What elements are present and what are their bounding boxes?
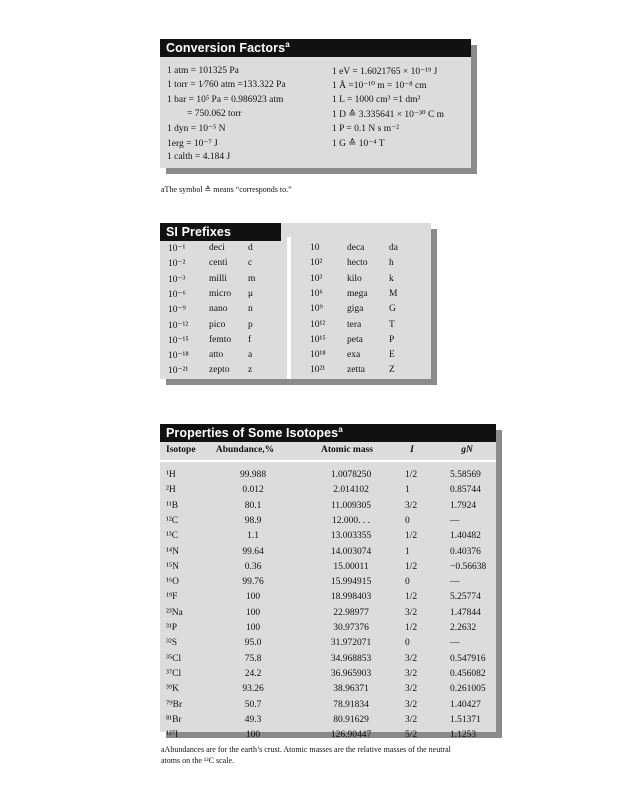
conversion-left-line: 1 dyn = 10⁻⁵ N xyxy=(167,124,226,135)
si-symbol: d xyxy=(248,243,253,253)
isotope-abundance: 49.3 xyxy=(244,714,262,725)
header-spin: I xyxy=(410,445,414,455)
si-prefix-name: peta xyxy=(347,334,363,345)
isotope-spin: 1/2 xyxy=(405,592,418,603)
isotopes-title-text: Properties of Some Isotopes xyxy=(166,426,339,440)
si-symbol: n xyxy=(248,304,253,315)
isotopes-header-rule xyxy=(160,460,496,462)
isotope-symbol: ²H xyxy=(166,485,176,496)
isotope-atomic-mass: 12.000. . . xyxy=(332,515,370,526)
isotopes-title xyxy=(160,424,496,442)
isotope-g-factor: 0.456082 xyxy=(450,668,486,679)
si-power: 10⁻¹⁸ xyxy=(168,351,189,362)
si-symbol: G xyxy=(389,304,396,315)
conversion-right-line: 1 D ≙ 3.335641 × 10⁻³⁰ C m xyxy=(332,109,445,120)
si-symbol: T xyxy=(389,319,395,330)
si-power: 10⁻¹² xyxy=(168,320,189,331)
conversion-left-line: = 750.062 torr xyxy=(187,108,242,119)
isotope-atomic-mass: 38.96371 xyxy=(333,684,369,695)
isotope-abundance: 99.64 xyxy=(242,546,264,557)
isotope-spin: 1/2 xyxy=(405,623,418,633)
si-symbol: f xyxy=(248,334,252,345)
isotope-abundance: 95.0 xyxy=(244,638,262,649)
isotope-symbol: ¹⁵N xyxy=(166,561,180,572)
isotope-symbol: ¹⁶O xyxy=(166,577,180,588)
conversion-title-text: Conversion Factors xyxy=(166,41,286,55)
isotope-atomic-mass: 15.00011 xyxy=(333,561,369,572)
isotope-spin: 1/2 xyxy=(405,531,418,542)
isotope-spin: 3/2 xyxy=(405,653,418,664)
isotope-spin: 3/2 xyxy=(405,684,418,695)
isotope-symbol: ⁸¹Br xyxy=(166,714,182,725)
isotope-g-factor: 5.58569 xyxy=(450,470,481,480)
si-prefix-name: centi xyxy=(209,258,228,269)
isotope-atomic-mass: 36.965903 xyxy=(330,668,372,679)
isotopes-footnote-line1: aAbundances are for the earth’s crust. Atomic masses are the relative masses of the neutral xyxy=(161,745,451,754)
conversion-factors-title xyxy=(160,39,471,57)
isotope-atomic-mass: 2.014102 xyxy=(333,485,369,496)
isotopes-footnote-line2: atoms on the ¹²C scale. xyxy=(161,756,235,765)
si-power: 10³ xyxy=(310,273,323,284)
si-power: 10⁻¹⁵ xyxy=(168,335,189,346)
header-g-factor: gN xyxy=(461,445,473,455)
si-prefix-name: mega xyxy=(347,288,368,299)
si-power: 10⁶ xyxy=(310,288,323,299)
isotope-atomic-mass: 18.998403 xyxy=(330,592,372,603)
isotope-g-factor: — xyxy=(450,638,460,649)
isotope-atomic-mass: 13.003355 xyxy=(330,531,372,542)
isotope-g-factor: 2.2632 xyxy=(450,623,477,633)
si-symbol: da xyxy=(389,243,398,253)
header-abundance: Abundance,% xyxy=(215,445,275,455)
si-symbol: c xyxy=(248,258,253,269)
isotope-g-factor: 5.25774 xyxy=(450,592,481,603)
si-symbol: E xyxy=(389,350,395,361)
header-isotope: Isotope xyxy=(166,445,196,455)
isotope-symbol: ¹⁹F xyxy=(166,592,178,603)
isotope-abundance: 24.2 xyxy=(244,668,262,679)
isotope-symbol: ¹⁴N xyxy=(166,546,180,557)
isotope-spin: 1/2 xyxy=(405,561,418,572)
si-prefix-name: tera xyxy=(347,319,362,330)
si-symbol: z xyxy=(248,365,253,376)
si-symbol: Z xyxy=(389,365,395,376)
conversion-footnote: aThe symbol ≙ means “corresponds to.” xyxy=(161,185,292,194)
si-prefix-name: femto xyxy=(209,334,232,345)
isotope-abundance: 100 xyxy=(245,592,261,603)
conversion-right-line: 1 G ≙ 10⁻⁴ T xyxy=(332,138,385,149)
isotope-g-factor: 0.261005 xyxy=(450,684,486,695)
si-power: 10²¹ xyxy=(310,365,326,376)
isotope-symbol: ¹³C xyxy=(166,531,179,542)
conversion-left-line: 1 calth = 4.184 J xyxy=(167,151,231,162)
isotope-spin: 3/2 xyxy=(405,607,418,618)
isotope-g-factor: 0.547916 xyxy=(450,653,486,664)
conversion-right-line: 1 P = 0.1 N s m⁻² xyxy=(332,124,399,135)
si-power: 10⁻² xyxy=(168,259,186,270)
si-power: 10⁻¹ xyxy=(168,244,186,254)
si-prefix-name: exa xyxy=(347,350,361,361)
isotope-symbol: ³²S xyxy=(166,638,177,649)
conversion-title-mark: a xyxy=(285,39,290,49)
isotope-g-factor: 1.40482 xyxy=(450,531,481,542)
isotope-spin: 0 xyxy=(405,638,410,649)
isotope-spin: 3/2 xyxy=(405,714,418,725)
isotope-spin: 3/2 xyxy=(405,668,418,679)
isotope-atomic-mass: 31.972071 xyxy=(330,638,372,649)
si-prefix-name: zetta xyxy=(347,365,365,376)
si-symbol: h xyxy=(389,258,394,269)
si-prefix-name: deci xyxy=(209,243,225,253)
isotope-symbol: ³⁵Cl xyxy=(166,653,182,664)
isotope-g-factor: 1.7924 xyxy=(450,500,477,511)
si-power: 10⁹ xyxy=(310,304,323,315)
isotope-spin: 3/2 xyxy=(405,699,418,710)
isotope-spin: 0 xyxy=(405,577,410,588)
isotopes-title-mark: a xyxy=(338,424,343,434)
si-prefixes-title xyxy=(160,223,281,241)
si-symbol: p xyxy=(248,319,253,330)
isotope-atomic-mass: 1.0078250 xyxy=(330,470,372,480)
si-prefix-name: kilo xyxy=(347,273,362,284)
isotope-spin: 5/2 xyxy=(405,730,418,741)
si-prefix-name: pico xyxy=(209,319,226,330)
si-symbol: P xyxy=(389,334,395,345)
conversion-right-line: 1 eV = 1.6021765 × 10⁻¹⁹ J xyxy=(332,67,438,77)
isotope-abundance: 99.988 xyxy=(239,470,267,480)
si-power: 10⁻³ xyxy=(168,274,186,285)
isotope-g-factor: 1.1253 xyxy=(450,730,477,741)
si-power: 10² xyxy=(310,258,323,269)
conversion-left-line: 1erg = 10⁻⁷ J xyxy=(167,138,218,149)
isotope-symbol: ⁷⁹Br xyxy=(166,699,183,710)
isotope-atomic-mass: 80.91629 xyxy=(333,714,369,725)
isotope-spin: 1 xyxy=(405,485,410,496)
isotope-abundance: 0.012 xyxy=(242,485,264,496)
isotope-atomic-mass: 14.003074 xyxy=(330,546,372,557)
isotope-abundance: 50.7 xyxy=(244,699,262,710)
si-symbol: M xyxy=(389,288,398,299)
isotope-abundance: 100 xyxy=(245,607,261,618)
isotope-atomic-mass: 15.994915 xyxy=(330,577,372,588)
isotope-symbol: ³¹P xyxy=(166,623,177,633)
isotope-atomic-mass: 78.91834 xyxy=(333,699,369,710)
si-prefix-name: micro xyxy=(209,288,232,299)
isotope-g-factor: 0.40376 xyxy=(450,546,481,557)
si-symbol: a xyxy=(248,350,253,361)
conversion-right-line: 1 L = 1000 cm³ =1 dm³ xyxy=(332,94,421,105)
isotope-atomic-mass: 11.009305 xyxy=(330,500,372,511)
si-power: 10⁻²¹ xyxy=(168,366,189,377)
si-symbol: m xyxy=(248,273,256,284)
isotope-abundance: 75.8 xyxy=(244,653,262,664)
isotope-symbol: ³⁷Cl xyxy=(166,668,182,679)
conversion-left-line: 1 bar = 10⁵ Pa = 0.986923 atm xyxy=(167,94,284,105)
isotope-abundance: 1.1 xyxy=(247,531,259,542)
si-power: 10¹⁵ xyxy=(310,334,326,345)
isotope-symbol: ¹¹B xyxy=(166,500,179,511)
si-prefix-name: deca xyxy=(347,243,365,253)
isotope-spin: 0 xyxy=(405,515,410,526)
isotope-g-factor: 1.51371 xyxy=(450,714,481,725)
isotope-g-factor: — xyxy=(450,515,460,526)
si-power: 10¹² xyxy=(310,319,326,330)
isotope-symbol: ¹²C xyxy=(166,515,179,526)
isotope-symbol: ³⁹K xyxy=(166,684,180,695)
isotope-symbol: ¹²⁷I xyxy=(166,730,179,741)
isotope-g-factor: 1.47844 xyxy=(450,607,481,618)
si-prefix-name: giga xyxy=(347,304,364,315)
isotope-g-factor: −0.56638 xyxy=(450,561,487,572)
si-prefix-name: milli xyxy=(209,273,227,284)
isotope-atomic-mass: 22.98977 xyxy=(333,607,369,618)
si-prefix-name: hecto xyxy=(347,258,368,269)
si-column-divider xyxy=(287,237,291,379)
conversion-left-line: 1 torr = 1⁄760 atm =133.322 Pa xyxy=(167,80,286,91)
isotope-abundance: 80.1 xyxy=(244,500,262,511)
isotope-atomic-mass: 126.90447 xyxy=(330,730,372,741)
si-power: 10⁻⁹ xyxy=(168,305,186,316)
isotope-spin: 3/2 xyxy=(405,500,418,511)
conversion-left-line: 1 atm = 101325 Pa xyxy=(167,66,239,76)
isotope-abundance: 0.36 xyxy=(244,561,262,572)
header-atomic-mass: Atomic mass xyxy=(321,445,373,455)
si-symbol: μ xyxy=(248,288,254,299)
si-power: 10¹⁸ xyxy=(310,350,326,361)
isotope-abundance: 98.9 xyxy=(244,515,262,526)
si-prefix-name: nano xyxy=(209,304,228,315)
isotope-abundance: 99.76 xyxy=(242,577,264,588)
si-title-text: SI Prefixes xyxy=(166,225,232,239)
isotope-abundance: 100 xyxy=(245,623,261,633)
si-power: 10⁻⁶ xyxy=(168,289,186,300)
si-power: 10 xyxy=(310,243,320,253)
isotope-spin: 1 xyxy=(405,546,410,557)
si-prefix-name: zepto xyxy=(209,365,230,376)
si-symbol: k xyxy=(389,273,394,284)
isotope-g-factor: 1.40427 xyxy=(450,699,481,710)
isotope-g-factor: — xyxy=(450,577,460,588)
isotope-symbol: ²³Na xyxy=(166,607,183,618)
isotope-spin: 1/2 xyxy=(405,470,418,480)
si-prefix-name: atto xyxy=(209,350,224,361)
isotope-g-factor: 0.85744 xyxy=(450,485,481,496)
conversion-right-line: 1 Å =10⁻¹⁰ m = 10⁻⁸ cm xyxy=(332,81,427,92)
isotope-abundance: 93.26 xyxy=(242,684,264,695)
isotope-abundance: 100 xyxy=(245,730,261,741)
isotope-atomic-mass: 34.968853 xyxy=(330,653,372,664)
isotope-symbol: ¹H xyxy=(166,470,176,480)
isotope-atomic-mass: 30.97376 xyxy=(333,623,369,633)
